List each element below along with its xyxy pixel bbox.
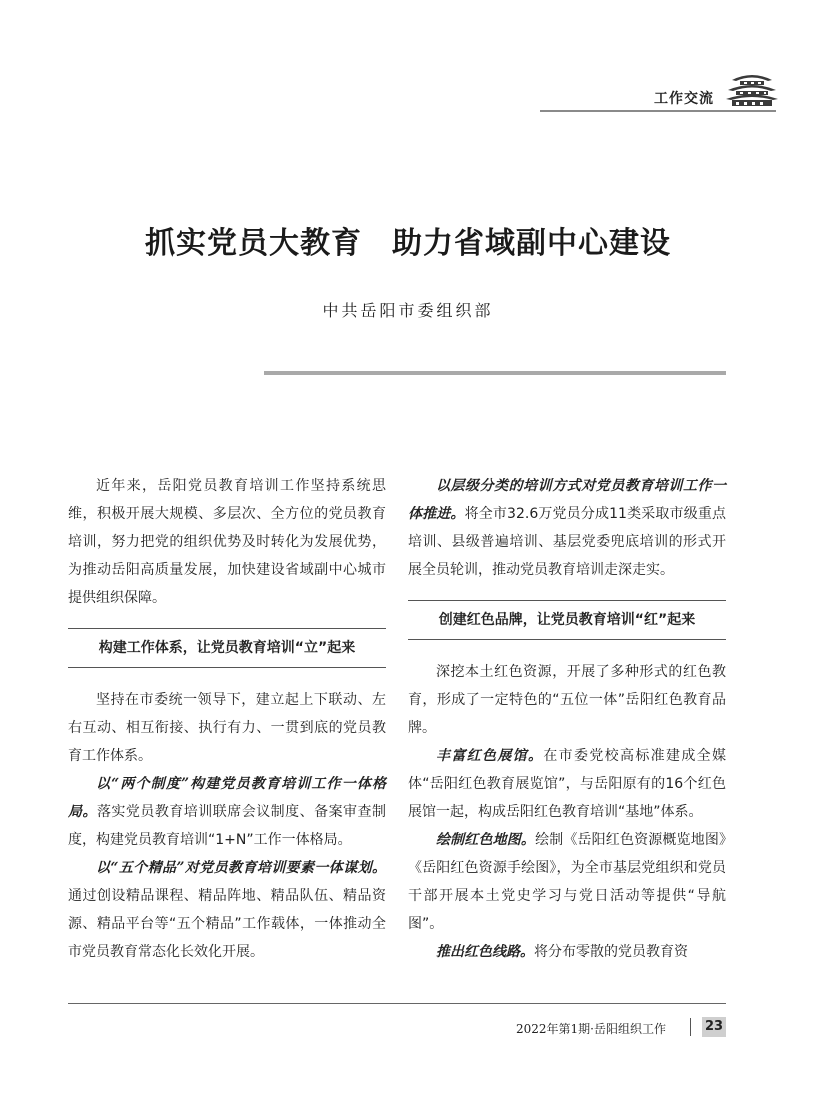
paragraph-lead: 推出红色线路。	[436, 944, 534, 960]
page-number: 23	[702, 1017, 726, 1037]
paragraph-body: 绘制《岳阳红色资源概览地图》《岳阳红色资源手绘图》，为全市基层党组织和党员干部开展本土党史学习与党日活动等提供“导航图”。	[408, 832, 727, 932]
paragraph-lead: 以层级分类的培训方式对党员教育培训工作一体推进。	[408, 478, 726, 522]
header-rule	[540, 110, 776, 112]
paragraph-body: 落实党员教育培训联席会议制度、备案审查制度，构建党员教育培训“1+N”工作一体格局。	[68, 804, 386, 848]
section1-heading-text: 构建工作体系，让党员教育培训“立”起来	[98, 640, 356, 656]
title-rule	[264, 371, 726, 375]
intro-paragraph: 近年来，岳阳党员教育培训工作坚持系统思维，积极开展大规模、多层次、全方位的党员教育培训，努力把党的组织优势及时转化为发展优势，为推动岳阳高质量发展，加快建设省域副中心城市提供组织保障。	[68, 478, 386, 606]
section2-paragraph: 深挖本土红色资源，开展了多种形式的红色教育，形成了一定特色的“五位一体”岳阳红色教育品牌。	[408, 664, 726, 736]
left-column	[68, 472, 386, 966]
footer-rule	[68, 1003, 726, 1004]
yueyang-tower-icon	[724, 68, 780, 108]
section1-paragraph: 坚持在市委统一领导下，建立起上下联动、左右互动、相互衔接、执行有力、一贯到底的党员教育工作体系。	[68, 692, 386, 764]
section1-heading	[68, 628, 386, 668]
paragraph	[408, 826, 726, 938]
paragraph-lead: 以“五个精品”对党员教育培训要素一体谋划。	[96, 860, 386, 876]
title-part1: 抓实党员大教育	[145, 226, 362, 261]
paragraph-body: 将分布零散的党员教育资	[534, 944, 688, 960]
paragraph-body: 在市委党校高标准建成全媒体“岳阳红色教育展览馆”，与岳阳原有的16个红色展馆一起，构成岳阳红色教育培训“基地”体系。	[408, 748, 727, 820]
section2-heading-text: 创建红色品牌，让党员教育培训“红”起来	[438, 612, 696, 628]
article-author: 中共岳阳市委组织部	[322, 301, 494, 320]
paragraph	[68, 854, 386, 966]
paragraph-body: 将全市32.6万党员分成11类采取市级重点培训、县级普遍培训、基层党委兜底培训的形式开展全员轮训，推动党员教育培训走深走实。	[408, 506, 726, 578]
title-part2: 助力省域副中心建设	[392, 226, 671, 261]
paragraph	[408, 938, 726, 966]
paragraph-lead: 丰富红色展馆。	[436, 748, 544, 764]
paragraph	[68, 770, 386, 854]
section-label: 工作交流	[654, 91, 714, 107]
paragraph-body: 通过创设精品课程、精品阵地、精品队伍、精品资源、精品平台等“五个精品”工作载体，一体推动全市党员教育常态化长效化开展。	[68, 888, 386, 960]
right-column	[408, 472, 726, 966]
section2-heading	[408, 600, 726, 640]
paragraph	[408, 472, 726, 584]
paragraph-lead: 以“两个制度”构建党员教育培训工作一体格局。	[68, 776, 386, 820]
article-title	[0, 218, 816, 262]
paragraph-lead: 绘制红色地图。	[436, 832, 536, 848]
footer-issue: 2022年第1期·岳阳组织工作	[516, 1022, 666, 1036]
footer-separator	[690, 1018, 691, 1036]
paragraph	[408, 742, 726, 826]
